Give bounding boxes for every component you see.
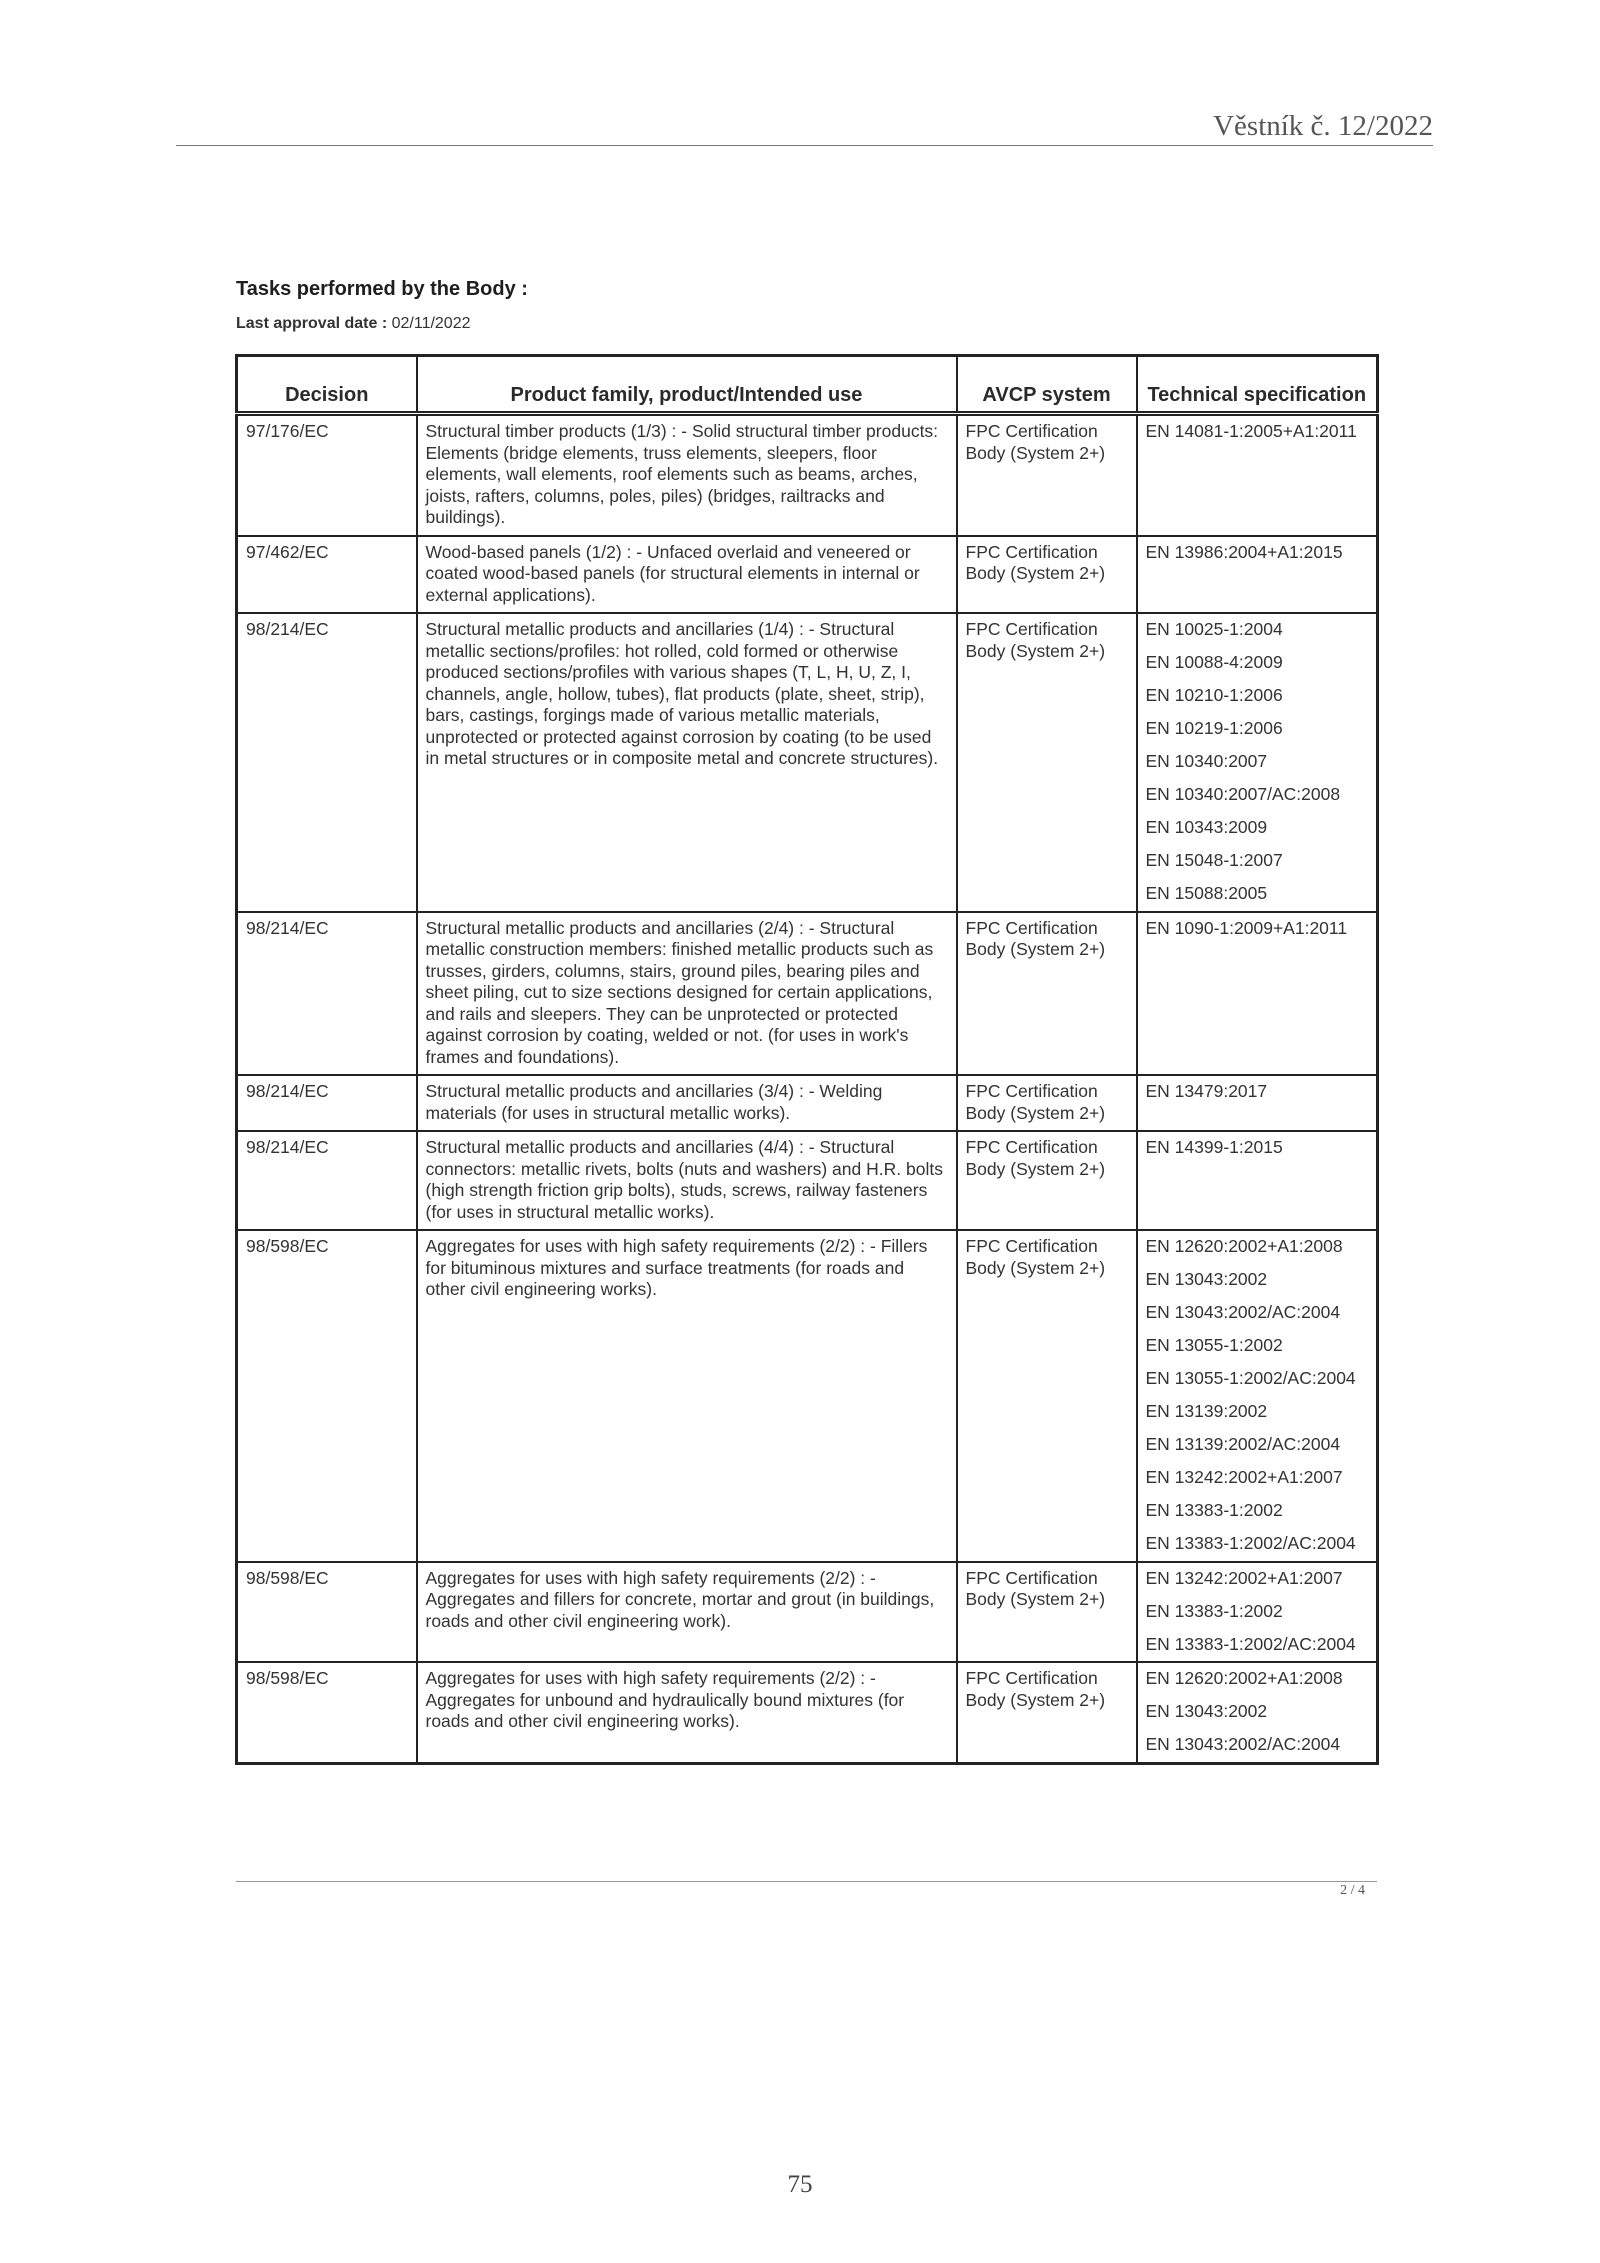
page-indicator: 2 / 4 bbox=[1340, 1883, 1365, 1898]
technical-specification-cell bbox=[1137, 1662, 1378, 1763]
product-cell: Wood-based panels (1/2) : - Unfaced overlaid and veneered or coated wood-based panels (for structural elements in internal or external applications). bbox=[417, 536, 957, 614]
technical-specification-cell bbox=[1137, 1562, 1378, 1663]
decision-cell: 98/214/EC bbox=[237, 1131, 417, 1230]
specification-item: EN 10343:2009 bbox=[1145, 817, 1268, 837]
table-row bbox=[237, 1562, 1378, 1663]
avcp-cell: FPC Certification Body (System 2+) bbox=[957, 1075, 1137, 1131]
avcp-cell: FPC Certification Body (System 2+) bbox=[957, 1230, 1137, 1562]
specification-item: EN 10025-1:2004 bbox=[1145, 619, 1283, 639]
footer-divider bbox=[236, 1881, 1377, 1882]
specification-item: EN 10340:2007 bbox=[1145, 751, 1268, 771]
table-header-row bbox=[237, 356, 1378, 414]
product-cell: Structural metallic products and ancillaries (3/4) : - Welding materials (for uses in structural metallic works). bbox=[417, 1075, 957, 1131]
specification-item: EN 10088-4:2009 bbox=[1145, 652, 1283, 672]
specification-item: EN 1090-1:2009+A1:2011 bbox=[1145, 917, 1348, 938]
column-header-product: Product family, product/Intended use bbox=[417, 356, 957, 414]
avcp-cell: FPC Certification Body (System 2+) bbox=[957, 1562, 1137, 1663]
technical-specification-cell bbox=[1137, 536, 1378, 614]
page-number: 75 bbox=[787, 2171, 813, 2198]
specification-item: EN 13479:2017 bbox=[1145, 1081, 1268, 1101]
specification-item: EN 13986:2004+A1:2015 bbox=[1145, 541, 1343, 562]
specification-item: EN 13383-1:2002 bbox=[1145, 1600, 1283, 1621]
specification-item: EN 15048-1:2007 bbox=[1145, 850, 1283, 870]
section-title: Tasks performed by the Body : bbox=[236, 278, 528, 300]
approval-date-label: Last approval date : bbox=[236, 315, 388, 332]
specification-item: EN 13383-1:2002 bbox=[1145, 1500, 1283, 1520]
specification-item: EN 10219-1:2006 bbox=[1145, 718, 1283, 738]
technical-specification-cell bbox=[1137, 1230, 1378, 1562]
technical-specification-cell bbox=[1137, 1075, 1378, 1131]
column-header-avcp: AVCP system bbox=[957, 356, 1137, 414]
product-cell: Structural metallic products and ancillaries (1/4) : - Structural metallic sections/profiles: hot rolled, cold formed or otherwise produced sections/profiles with various shapes (T, L, H, U, Z, I, channels, angle, hollow, tubes), flat products (plate, sheet, strip), bars, castings, forgings made of various metallic materials, unprotected or protected against corrosion by coating (to be used in metal structures or in composite metal and concrete structures). bbox=[417, 613, 957, 912]
decision-cell: 98/598/EC bbox=[237, 1230, 417, 1562]
table-row bbox=[237, 1131, 1378, 1230]
specification-item: EN 12620:2002+A1:2008 bbox=[1145, 1236, 1343, 1256]
specification-item: EN 13043:2002 bbox=[1145, 1269, 1268, 1289]
avcp-cell: FPC Certification Body (System 2+) bbox=[957, 912, 1137, 1076]
avcp-cell: FPC Certification Body (System 2+) bbox=[957, 1131, 1137, 1230]
specification-item: EN 13043:2002 bbox=[1145, 1701, 1268, 1721]
technical-specification-cell bbox=[1137, 1131, 1378, 1230]
approval-date-line bbox=[236, 315, 471, 333]
specification-item: EN 13242:2002+A1:2007 bbox=[1145, 1567, 1343, 1588]
avcp-cell: FPC Certification Body (System 2+) bbox=[957, 536, 1137, 614]
table-row bbox=[237, 414, 1378, 536]
specification-item: EN 13139:2002 bbox=[1145, 1401, 1268, 1421]
specification-item: EN 13055-1:2002 bbox=[1145, 1335, 1283, 1355]
specification-item: EN 13139:2002/AC:2004 bbox=[1145, 1434, 1341, 1454]
product-cell: Structural metallic products and ancillaries (4/4) : - Structural connectors: metallic rivets, bolts (nuts and washers) and H.R. bolts (high strength friction grip bolts), studs, screws, railway fasteners (for uses in structural metallic works). bbox=[417, 1131, 957, 1230]
specification-item: EN 10340:2007/AC:2008 bbox=[1145, 784, 1341, 804]
decision-cell: 97/462/EC bbox=[237, 536, 417, 614]
product-cell: Aggregates for uses with high safety requirements (2/2) : - Aggregates and fillers for concrete, mortar and grout (in buildings, roads and other civil engineering work). bbox=[417, 1562, 957, 1663]
decision-cell: 98/214/EC bbox=[237, 912, 417, 1076]
technical-specification-cell bbox=[1137, 912, 1378, 1076]
tasks-table bbox=[235, 354, 1379, 1765]
column-header-decision: Decision bbox=[237, 356, 417, 414]
avcp-cell: FPC Certification Body (System 2+) bbox=[957, 613, 1137, 912]
decision-cell: 98/214/EC bbox=[237, 613, 417, 912]
specification-item: EN 13055-1:2002/AC:2004 bbox=[1145, 1368, 1356, 1388]
product-cell: Structural metallic products and ancillaries (2/4) : - Structural metallic construction members: finished metallic products such as trusses, girders, columns, stairs, ground piles, bearing piles and sheet piling, cut to size sections designed for certain applications, and rails and sleepers. They can be unprotected or protected against corrosion by coating, welded or not. (for uses in work's frames and foundations). bbox=[417, 912, 957, 1076]
table-row bbox=[237, 536, 1378, 614]
decision-cell: 98/598/EC bbox=[237, 1562, 417, 1663]
avcp-cell: FPC Certification Body (System 2+) bbox=[957, 1662, 1137, 1763]
specification-item: EN 12620:2002+A1:2008 bbox=[1145, 1668, 1343, 1688]
specification-item: EN 14399-1:2015 bbox=[1145, 1137, 1283, 1157]
decision-cell: 97/176/EC bbox=[237, 414, 417, 536]
table-row bbox=[237, 1662, 1378, 1763]
table-row bbox=[237, 912, 1378, 1076]
approval-date-value: 02/11/2022 bbox=[391, 315, 471, 332]
table-row bbox=[237, 1075, 1378, 1131]
technical-specification-cell bbox=[1137, 613, 1378, 912]
decision-cell: 98/598/EC bbox=[237, 1662, 417, 1763]
specification-item: EN 10210-1:2006 bbox=[1145, 685, 1283, 705]
product-cell: Aggregates for uses with high safety requirements (2/2) : - Fillers for bituminous mixtures and surface treatments (for roads and other civil engineering works). bbox=[417, 1230, 957, 1562]
table-row bbox=[237, 1230, 1378, 1562]
specification-item: EN 13383-1:2002/AC:2004 bbox=[1145, 1633, 1356, 1654]
journal-header: Věstník č. 12/2022 bbox=[1213, 110, 1433, 142]
table-row bbox=[237, 613, 1378, 912]
table-body bbox=[237, 414, 1378, 1764]
specification-item: EN 13242:2002+A1:2007 bbox=[1145, 1467, 1343, 1487]
technical-specification-cell bbox=[1137, 414, 1378, 536]
specification-item: EN 13383-1:2002/AC:2004 bbox=[1145, 1533, 1356, 1553]
decision-cell: 98/214/EC bbox=[237, 1075, 417, 1131]
specification-item: EN 13043:2002/AC:2004 bbox=[1145, 1734, 1341, 1754]
product-cell: Aggregates for uses with high safety requirements (2/2) : - Aggregates for unbound and hydraulically bound mixtures (for roads and other civil engineering works). bbox=[417, 1662, 957, 1763]
column-header-technical-specification: Technical specification bbox=[1137, 356, 1378, 414]
product-cell: Structural timber products (1/3) : - Solid structural timber products: Elements (bridge elements, truss elements, sleepers, floor elements, wall elements, roof elements such as beams, arches, joists, rafters, columns, poles, piles) (bridges, railtracks and buildings). bbox=[417, 414, 957, 536]
header-divider bbox=[176, 145, 1433, 146]
specification-item: EN 15088:2005 bbox=[1145, 883, 1268, 903]
specification-item: EN 14081-1:2005+A1:2011 bbox=[1145, 421, 1357, 441]
avcp-cell: FPC Certification Body (System 2+) bbox=[957, 414, 1137, 536]
specification-item: EN 13043:2002/AC:2004 bbox=[1145, 1302, 1341, 1322]
